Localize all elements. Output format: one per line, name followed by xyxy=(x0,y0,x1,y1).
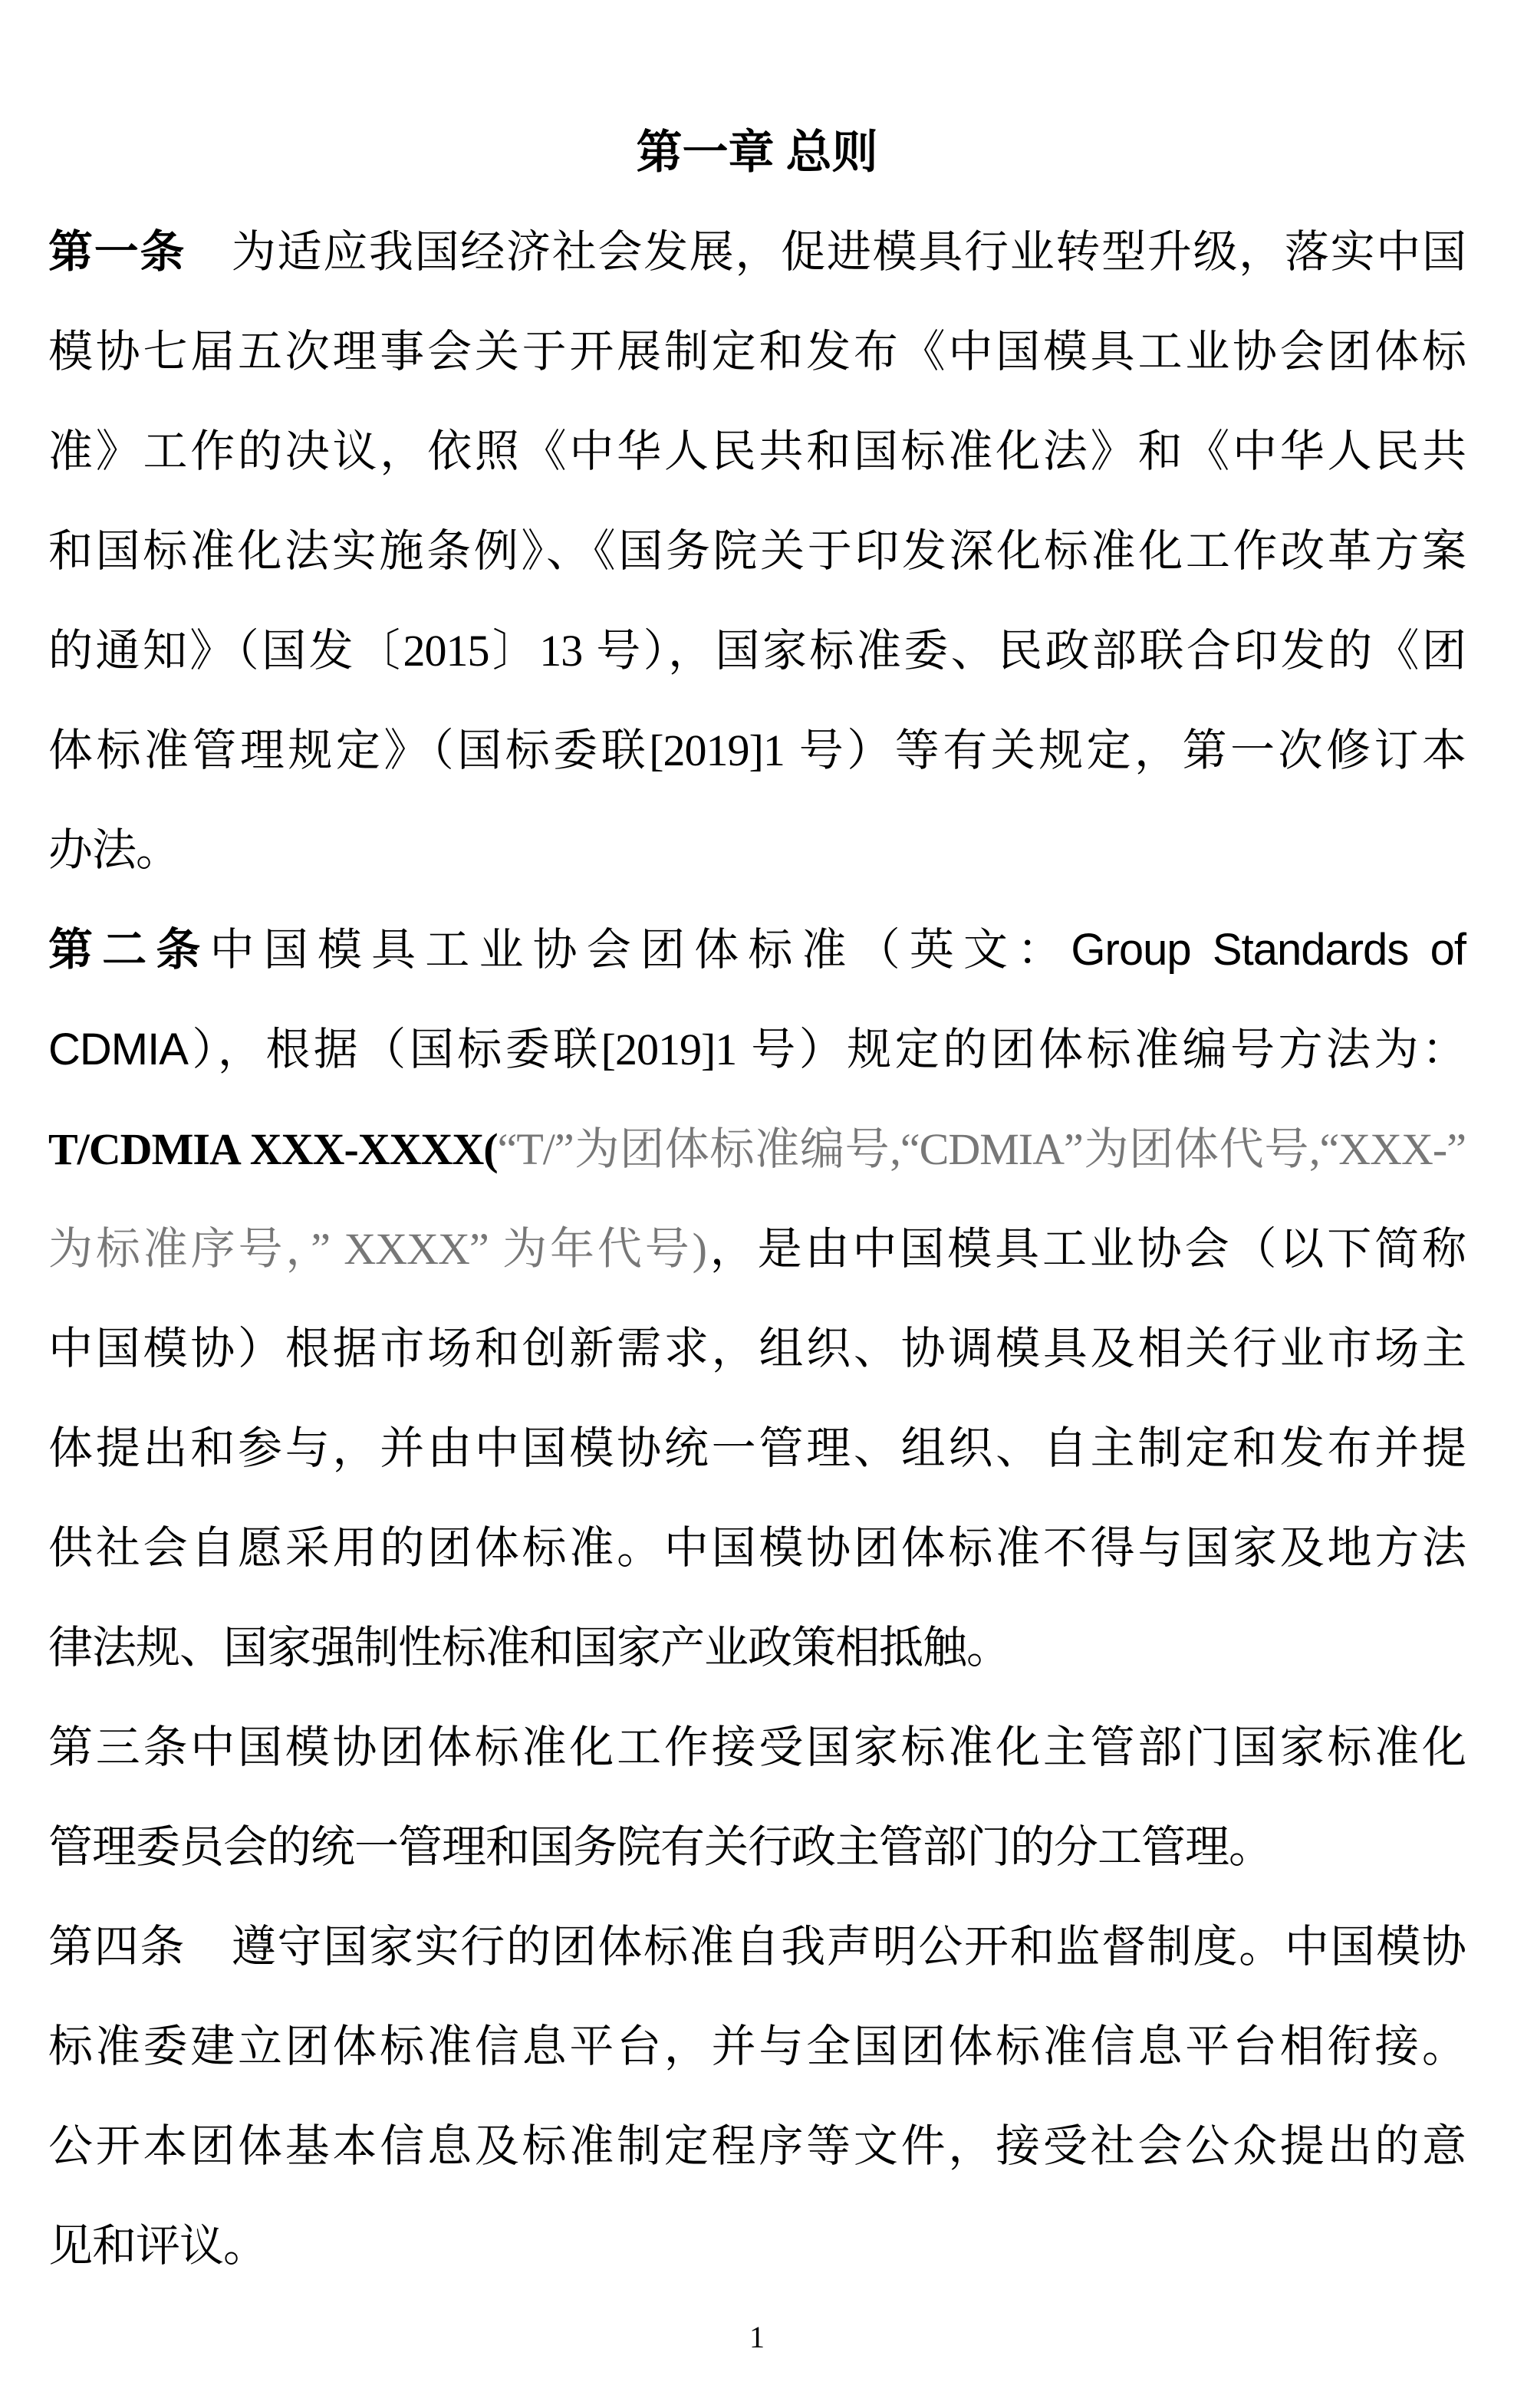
text-line xyxy=(48,1299,1466,1399)
text-line xyxy=(48,2196,1466,2296)
text-run: CDMIA xyxy=(48,1025,188,1074)
text-run: 体标准管理规定》（国标委联[2019]1 号）等有关规定，第一次修订本 xyxy=(48,725,1466,775)
text-run: 中国模协）根据市场和创新需求，组织、协调模具及相关行业市场主 xyxy=(48,1324,1466,1373)
text-line xyxy=(48,801,1466,900)
text-line xyxy=(48,1199,1466,1299)
document-lines xyxy=(48,202,1466,2296)
text-run: 供社会自愿采用的团体标准。中国模协团体标准不得与国家及地方法 xyxy=(48,1523,1466,1573)
text-line xyxy=(48,1399,1466,1498)
text-run: Group Standards of xyxy=(1071,925,1466,975)
text-line xyxy=(48,502,1466,601)
text-run: T/CDMIA XXX-XXXX( xyxy=(48,1124,498,1174)
text-run: 律法规、国家强制性标准和国家产业政策相抵触。 xyxy=(48,1623,1011,1673)
text-run: ），根据（国标委联[2019]1 号）规定的团体标准编号方法为： xyxy=(187,1025,1466,1074)
text-line xyxy=(48,302,1466,402)
text-run: 准》工作的决议，依照《中华人民共和国标准化法》和《中华人民共 xyxy=(48,426,1466,476)
text-run: 第三条中国模协团体标准化工作接受国家标准化主管部门国家标准化 xyxy=(48,1722,1466,1772)
text-run: 见和评议。 xyxy=(48,2221,268,2271)
text-run: 模协七届五次理事会关于开展制定和发布《中国模具工业协会团体标 xyxy=(48,327,1466,377)
text-line xyxy=(48,601,1466,701)
text-run: “T/”为团体标准编号,“CDMIA”为团体代号,“XXX-” xyxy=(497,1124,1466,1174)
text-run: 的通知》（国发〔2015〕13 号），国家标准委、民政部联合印发的《团 xyxy=(48,626,1466,676)
text-run: 中国模具工业协会团体标准（英文： xyxy=(209,925,1071,975)
text-line xyxy=(48,1798,1466,1897)
text-run: 和国标准化法实施条例》、《国务院关于印发深化标准化工作改革方案 xyxy=(48,526,1466,576)
text-run: 为适应我国经济社会发展，促进模具行业转型升级，落实中国 xyxy=(186,227,1466,277)
text-line xyxy=(48,701,1466,801)
text-line xyxy=(48,2097,1466,2196)
text-line xyxy=(48,1897,1466,1997)
text-run: 标准委建立团体标准信息平台，并与全国团体标准信息平台相衔接。 xyxy=(48,2021,1466,2071)
text-line xyxy=(48,1000,1466,1100)
text-line xyxy=(48,1997,1466,2097)
text-run: 体提出和参与，并由中国模协统一管理、组织、自主制定和发布并提 xyxy=(48,1423,1466,1473)
text-line xyxy=(48,1498,1466,1598)
text-line xyxy=(48,202,1466,302)
page-number: 1 xyxy=(749,2320,765,2354)
text-run: 第四条 遵守国家实行的团体标准自我声明公开和监督制度。中国模协 xyxy=(48,1922,1466,1972)
text-run: 办法。 xyxy=(48,825,180,875)
text-run: 第一条 xyxy=(48,227,186,277)
chapter-title: 第一章 总则 xyxy=(636,127,878,178)
text-run: 第二条 xyxy=(48,925,210,975)
text-line xyxy=(48,1598,1466,1698)
text-line xyxy=(48,1698,1466,1798)
text-line xyxy=(48,900,1466,1000)
text-run: 为标准序号，” XXXX” 为年代号) xyxy=(48,1224,706,1274)
text-line xyxy=(48,1100,1466,1199)
text-run: 管理委员会的统一管理和国务院有关行政主管部门的分工管理。 xyxy=(48,1822,1273,1872)
text-run: 公开本团体基本信息及标准制定程序等文件，接受社会公众提出的意 xyxy=(48,2121,1466,2171)
text-line xyxy=(48,402,1466,502)
text-run: ，是由中国模具工业协会（以下简称 xyxy=(706,1224,1466,1274)
